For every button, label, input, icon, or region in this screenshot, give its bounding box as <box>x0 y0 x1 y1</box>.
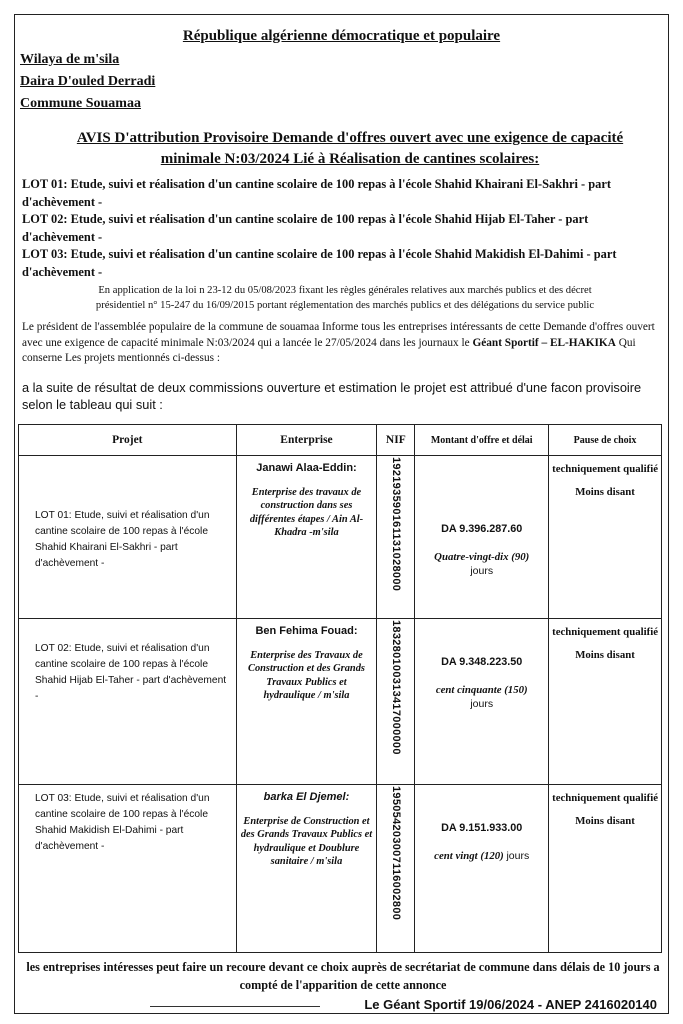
table-row <box>19 785 662 953</box>
enterprise-cell <box>236 619 377 785</box>
lot-1-description: LOT 01: Etude, suivi et réalisation d'un cantine scolaire de 100 repas à l'école Shahid Khairani El-Sakhri - part d'achèvement - <box>22 177 611 209</box>
result-intro: a la suite de résultat de deux commissions ouverture et estimation le projet est attribué d'une facon provisoire selon le tableau qui suit : <box>22 380 642 412</box>
choice-price: Moins disant <box>575 815 635 827</box>
nif-value: 195054203007116002800 <box>389 786 402 921</box>
nif-value: 192193590161131028000 <box>389 457 402 592</box>
lot-2-description: LOT 02: Etude, suivi et réalisation d'un cantine scolaire de 100 repas à l'école Shahid Hijab El-Taher - part d'achèvement - <box>22 212 589 244</box>
publication-source: Le Géant Sportif 19/06/2024 - ANEP 2416020140 <box>360 997 657 1012</box>
wilaya-label: Wilaya de m'sila <box>20 52 120 67</box>
delay-value: Quatre-vingt-dix (90) <box>434 551 530 563</box>
lot-3-description: LOT 03: Etude, suivi et réalisation d'un cantine scolaire de 100 repas à l'école Shahid Makidish El-Dahimi - part d'achèvement - <box>22 247 617 279</box>
choice-qualification: techniquement qualifié <box>552 626 658 638</box>
notice-title-line2: minimale N:03/2024 Lié à Réalisation de cantines scolaires: <box>160 151 540 167</box>
enterprise-name: Janawi Alaa-Eddin: <box>256 462 357 474</box>
header-amount: Montant d'offre et délai <box>415 425 549 456</box>
republic-heading: République algérienne démocratique et populaire <box>182 28 501 44</box>
choice-price: Moins disant <box>575 649 635 661</box>
enterprise-name: barka El Djemel: <box>263 791 350 803</box>
choice-qualification: techniquement qualifié <box>552 792 658 804</box>
header-enterprise: Enterprise <box>236 425 377 456</box>
legal-line-2: présidentiel n° 15-247 du 16/09/2015 portant réglementation des marchés publics et des délégations du service public <box>95 300 595 311</box>
project-cell: LOT 01: Etude, suivi et réalisation d'un cantine scolaire de 100 repas à l'école Shahid Khairani El-Sakhri - part d'achèvement - <box>19 456 237 619</box>
delay-unit: jours <box>470 698 494 710</box>
legal-reference <box>30 283 660 313</box>
amount-value: DA 9.396.287.60 <box>441 523 523 535</box>
notice-title-line1: AVIS D'attribution Provisoire Demande d'offres ouvert avec une exigence de capacité <box>76 130 624 146</box>
delay-unit: jours <box>506 850 530 862</box>
nif-cell <box>377 619 415 785</box>
header-project: Projet <box>19 425 237 456</box>
enterprise-description: Enterprise des Travaux de Construction et des Grands Travaux Publics et hydraulique / m'sila <box>248 649 365 701</box>
amount-value: DA 9.151.933.00 <box>441 822 523 834</box>
table-row <box>19 456 662 619</box>
nif-cell <box>377 785 415 953</box>
choice-cell <box>549 785 662 953</box>
daira-label: Daira D'ouled Derradi <box>20 74 156 89</box>
enterprise-cell <box>236 456 377 619</box>
president-tail: Qui conserne Les projets mentionnés ci-dessus : <box>22 336 636 364</box>
enterprise-cell <box>236 785 377 953</box>
nif-value: 183280100313417000000 <box>389 620 402 755</box>
legal-line-1: En application de la loi n 23-12 du 05/08/2023 fixant les règles générales relatives aux marchés publics et des décret <box>98 285 592 296</box>
enterprise-name: Ben Fehima Fouad: <box>255 625 358 637</box>
choice-qualification: techniquement qualifié <box>552 463 658 475</box>
amount-value: DA 9.348.223.50 <box>441 656 523 668</box>
delay-value: cent vingt (120) <box>434 850 504 862</box>
table-row <box>19 619 662 785</box>
president-text: Le président de l'assemblée populaire de la commune de souamaa Informe tous les entreprises intéressants de cette Demande d'offres ouvert avec une exigence de capacité minimale N:03/2024 qui a lancée le 27/05/2024 dans les journaux le <box>22 321 655 349</box>
enterprise-description: Enterprise de Construction et des Grands Travaux Publics et hydraulique et Doublure sanitaire / m'sila <box>240 815 373 867</box>
enterprise-description: Enterprise des travaux de construction dans ses différentes étapes / Ain Al-Khadra -m'sila <box>249 486 364 538</box>
project-cell: LOT 02: Etude, suivi et réalisation d'un cantine scolaire de 100 repas à l'école Shahid Hijab El-Taher - part d'achèvement - <box>19 619 237 785</box>
notice-title <box>40 128 660 170</box>
choice-cell <box>549 619 662 785</box>
delay-unit: jours <box>470 565 494 577</box>
source-divider <box>150 1006 320 1007</box>
award-table <box>18 424 662 953</box>
header-choice: Pause de choix <box>549 425 662 456</box>
choice-cell <box>549 456 662 619</box>
appeal-note: les entreprises intéresses peut faire un recoure devant ce choix auprès de secrétariat de commune dans délais de 10 jours a compté de l'apparition de cette annonce <box>26 960 660 992</box>
newspaper-name: Géant Sportif – EL-HAKIKA <box>472 336 616 349</box>
project-cell: LOT 03: Etude, suivi et réalisation d'un cantine scolaire de 100 repas à l'école Shahid Makidish El-Dahimi - part d'achèvement - <box>19 785 237 953</box>
choice-price: Moins disant <box>575 486 635 498</box>
table-header-row <box>19 425 662 456</box>
amount-cell <box>415 456 549 619</box>
amount-cell <box>415 785 549 953</box>
header-nif: NIF <box>377 425 415 456</box>
nif-cell <box>377 456 415 619</box>
commune-label: Commune Souamaa <box>20 96 141 111</box>
president-paragraph <box>22 320 664 367</box>
amount-cell <box>415 619 549 785</box>
delay-value: cent cinquante (150) <box>435 684 528 696</box>
